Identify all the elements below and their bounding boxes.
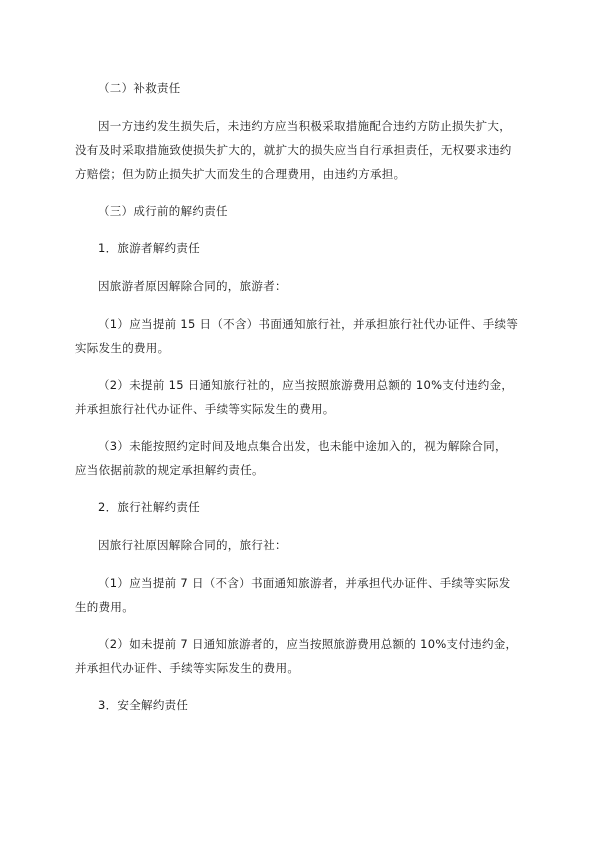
paragraph-line: 因旅行社原因解除合同的，旅行社： bbox=[98, 538, 287, 552]
section-heading-pre-trip: （三）成行前的解约责任 bbox=[98, 204, 228, 218]
paragraph-line: （1）应当提前 15 日（不含）书面通知旅行社，并承担旅行社代办证件、手续等 bbox=[98, 317, 519, 331]
paragraph-line: 因一方违约发生损失后，未违约方应当积极采取措施配合违约方防止损失扩大， bbox=[98, 119, 511, 133]
subsection-heading-agency: 2．旅行社解约责任 bbox=[98, 500, 201, 514]
subsection-heading-tourist: 1．旅游者解约责任 bbox=[98, 241, 201, 255]
paragraph-line: （1）应当提前 7 日（不含）书面通知旅游者，并承担代办证件、手续等实际发 bbox=[98, 576, 511, 590]
paragraph-line: 并承担代办证件、手续等实际发生的费用。 bbox=[75, 661, 300, 675]
paragraph-line: 并承担旅行社代办证件、手续等实际发生的费用。 bbox=[75, 402, 335, 416]
section-heading-remedy: （二）补救责任 bbox=[98, 81, 181, 95]
paragraph-line: （2）如未提前 7 日通知旅游者的，应当按照旅游费用总额的 10%支付违约金， bbox=[98, 637, 518, 651]
paragraph-line: 因旅游者原因解除合同的，旅游者： bbox=[98, 279, 287, 293]
paragraph-line: （2）未提前 15 日通知旅行社的，应当按照旅游费用总额的 10%支付违约金， bbox=[98, 378, 514, 392]
paragraph-line: 方赔偿；但为防止损失扩大而发生的合理费用，由违约方承担。 bbox=[75, 167, 406, 181]
paragraph-line: 生的费用。 bbox=[75, 600, 134, 614]
subsection-heading-safety: 3．安全解约责任 bbox=[98, 698, 189, 712]
paragraph-line: 没有及时采取措施致使损失扩大的，就扩大的损失应当自行承担责任，无权要求违约 bbox=[75, 143, 512, 157]
paragraph-line: 实际发生的费用。 bbox=[75, 341, 170, 355]
paragraph-line: 应当依据前款的规定承担解约责任。 bbox=[75, 463, 264, 477]
paragraph-line: （3）未能按照约定时间及地点集合出发，也未能中途加入的，视为解除合同， bbox=[98, 439, 507, 453]
